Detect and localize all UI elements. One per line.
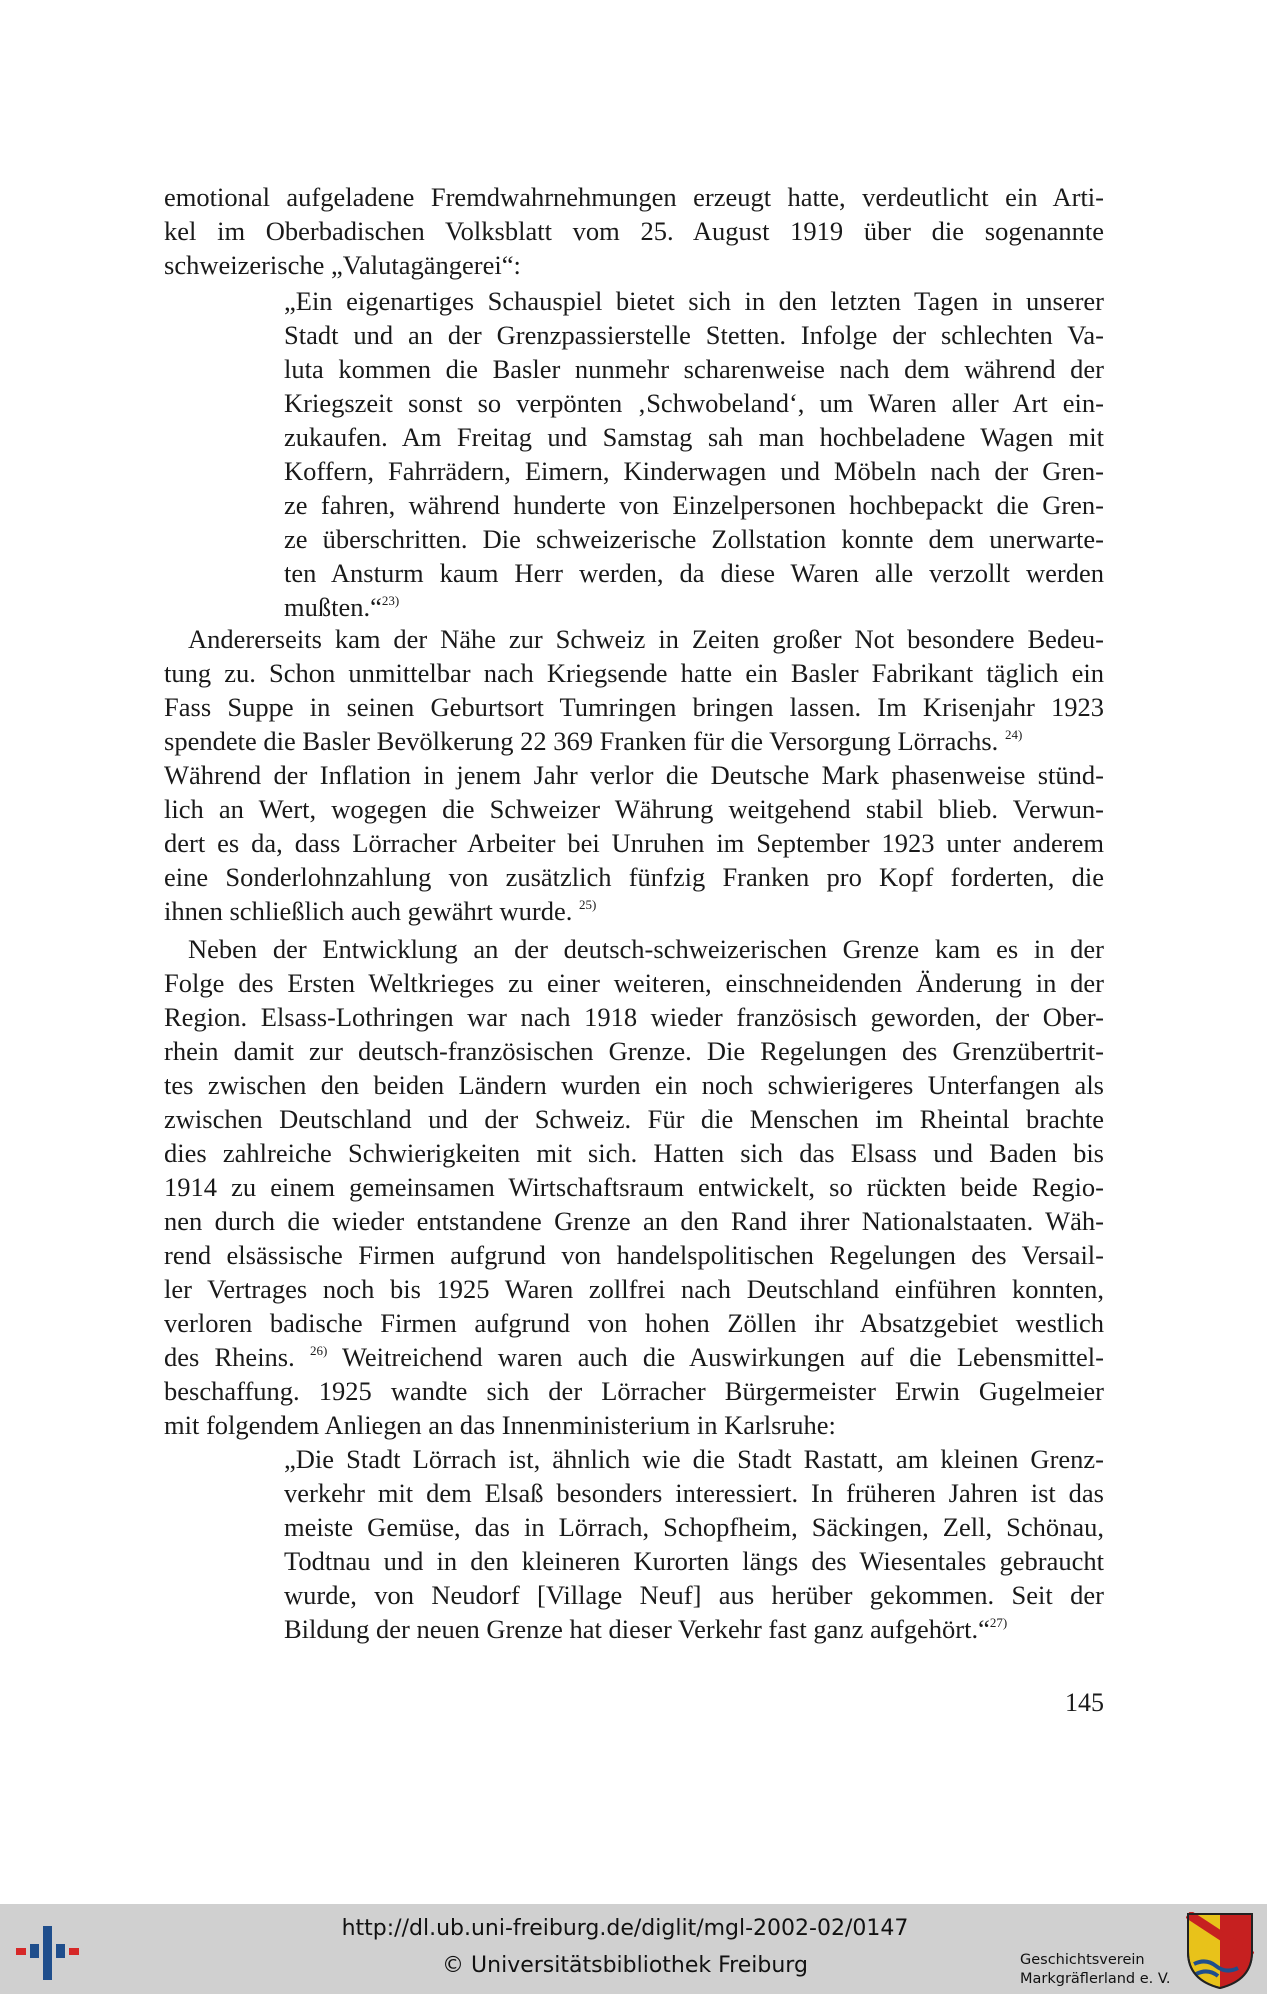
- text-line: rhein damit zur deutsch-französischen Grenze. Die Regelungen des Grenzübertrit-: [164, 1036, 1104, 1066]
- text-line: verloren badische Firmen aufgrund von hohen Zöllen ihr Absatzgebiet westlich: [164, 1308, 1104, 1338]
- text-line: beschaffung. 1925 wandte sich der Lörracher Bürgermeister Erwin Gugelmeier: [164, 1376, 1104, 1406]
- text-line: tung zu. Schon unmittelbar nach Kriegsende hatte ein Basler Fabrikant täglich ein: [164, 658, 1104, 688]
- text-segment: Weitreichend waren auch die Auswirkungen auf die Lebensmittel-: [342, 1342, 1104, 1372]
- page-number: 145: [1065, 1688, 1104, 1717]
- text-line: rend elsässische Firmen aufgrund von handelspolitischen Regelungen des Versail-: [164, 1240, 1104, 1270]
- text-line: [164, 724, 1104, 758]
- quote-line: luta kommen die Basler nunmehr scharenweise nach dem während der: [284, 354, 1104, 384]
- text-line: dert es da, dass Lörracher Arbeiter bei Unruhen im September 1923 unter anderem: [164, 828, 1104, 858]
- text-line: kel im Oberbadischen Volksblatt vom 25. August 1919 über die sogenannte: [164, 216, 1104, 246]
- text-line: mit folgendem Anliegen an das Innenministerium in Karlsruhe:: [164, 1410, 836, 1440]
- text-line: [164, 1340, 1104, 1374]
- quote-line: Todtnau und in den kleineren Kurorten längs des Wiesentales gebraucht: [284, 1546, 1104, 1576]
- text-line: zwischen Deutschland und der Schweiz. Für die Menschen im Rheintal brachte: [164, 1104, 1104, 1134]
- quote-text: mußten.“: [284, 592, 382, 622]
- block-quote-2: [284, 1442, 1104, 1646]
- paragraph-3: [164, 932, 1104, 1442]
- text-line: nen durch die wieder entstandene Grenze an den Rand ihrer Nationalstaaten. Wäh-: [164, 1206, 1104, 1236]
- footnote-marker: 23): [381, 593, 400, 608]
- coat-of-arms-icon: [1186, 1912, 1254, 1990]
- text-segment: des Rheins.: [164, 1342, 295, 1372]
- text-line: eine Sonderlohnzahlung von zusätzlich fünfzig Franken pro Kopf forderten, die: [164, 862, 1104, 892]
- quote-line: ten Ansturm kaum Herr werden, da diese Waren alle verzollt werden: [284, 558, 1104, 588]
- text-line: Neben der Entwicklung an der deutsch-schweizerischen Grenze kam es in der: [188, 934, 1104, 964]
- text-line: [164, 894, 1104, 928]
- text-line: lich an Wert, wogegen die Schweizer Währung weitgehend stabil blieb. Verwun-: [164, 794, 1104, 824]
- ub-freiburg-logo-icon: [16, 1922, 82, 1980]
- text-line: schweizerische „Valutagängerei“:: [164, 250, 521, 280]
- quote-line: ze fahren, während hunderte von Einzelpersonen hochbepackt die Gren-: [284, 490, 1104, 520]
- quote-line: verkehr mit dem Elsaß besonders interessiert. In früheren Jahren ist das: [284, 1478, 1104, 1508]
- org-name-line-1: Geschichtsverein: [1020, 1952, 1145, 1968]
- quote-line-last: [284, 1612, 1104, 1646]
- quote-line: meiste Gemüse, das in Lörrach, Schopfheim, Säckingen, Zell, Schönau,: [284, 1512, 1104, 1542]
- text-line: Folge des Ersten Weltkrieges zu einer weiteren, einschneidenden Änderung in der: [164, 968, 1104, 998]
- text-line: Region. Elsass-Lothringen war nach 1918 wieder französisch geworden, der Ober-: [164, 1002, 1104, 1032]
- quote-line: wurde, von Neudorf [Village Neuf] aus herüber gekommen. Seit der: [284, 1580, 1104, 1610]
- text-line: dies zahlreiche Schwierigkeiten mit sich. Hatten sich das Elsass und Baden bis: [164, 1138, 1104, 1168]
- footnote-marker: 26): [309, 1343, 328, 1358]
- footnote-marker: 25): [579, 897, 597, 912]
- text-line: Fass Suppe in seinen Geburtsort Tumringen bringen lassen. Im Krisenjahr 1923: [164, 692, 1104, 722]
- quote-text: Bildung der neuen Grenze hat dieser Verkehr fast ganz aufgehört.“: [284, 1614, 990, 1644]
- text-line: emotional aufgeladene Fremdwahrnehmungen erzeugt hatte, verdeutlicht ein Arti-: [164, 182, 1104, 212]
- text-line: Andererseits kam der Nähe zur Schweiz in Zeiten großer Not besondere Bedeu-: [188, 624, 1104, 654]
- quote-line: Koffern, Fahrrädern, Eimern, Kinderwagen und Möbeln nach der Gren-: [284, 456, 1104, 486]
- paragraph-1: [164, 180, 1104, 282]
- quote-line: „Die Stadt Lörrach ist, ähnlich wie die Stadt Rastatt, am kleinen Grenz-: [284, 1444, 1104, 1474]
- paragraph-2: [164, 622, 1104, 928]
- footnote-marker: 24): [1004, 727, 1023, 742]
- quote-line: Stadt und an der Grenzpassierstelle Stetten. Infolge der schlechten Va-: [284, 320, 1104, 350]
- text-line: ler Vertrages noch bis 1925 Waren zollfrei nach Deutschland einführen konnten,: [164, 1274, 1104, 1304]
- text-line: Während der Inflation in jenem Jahr verlor die Deutsche Mark phasenweise stünd-: [164, 760, 1104, 790]
- footnote-marker: 27): [989, 1615, 1008, 1630]
- text-segment: spendete die Basler Bevölkerung 22 369 Franken für die Versorgung Lörrachs.: [164, 726, 999, 756]
- text-line: 1914 zu einem gemeinsamen Wirtschaftsraum entwickelt, so rückten beide Regio-: [164, 1172, 1104, 1202]
- quote-line-last: [284, 590, 1104, 624]
- org-name-line-2: Markgräflerland e. V.: [1020, 1971, 1171, 1987]
- text-line: tes zwischen den beiden Ländern wurden ein noch schwierigeres Unterfangen als: [164, 1070, 1104, 1100]
- quote-line: Kriegszeit sonst so verpönten ‚Schwobeland‘, um Waren aller Art ein-: [284, 388, 1104, 418]
- quote-line: ze überschritten. Die schweizerische Zollstation konnte dem unerwarte-: [284, 524, 1104, 554]
- quote-line: „Ein eigenartiges Schauspiel bietet sich in den letzten Tagen in unserer: [284, 286, 1104, 316]
- source-url-link[interactable]: http://dl.ub.uni-freiburg.de/diglit/mgl-2002-02/0147: [341, 1916, 909, 1941]
- block-quote-1: [284, 284, 1104, 624]
- text-segment: ihnen schließlich auch gewährt wurde.: [164, 896, 573, 926]
- footer-bar: [0, 1904, 1267, 1994]
- quote-line: zukaufen. Am Freitag und Samstag sah man hochbeladene Wagen mit: [284, 422, 1104, 452]
- copyright-text: © Universitätsbibliothek Freiburg: [442, 1953, 808, 1978]
